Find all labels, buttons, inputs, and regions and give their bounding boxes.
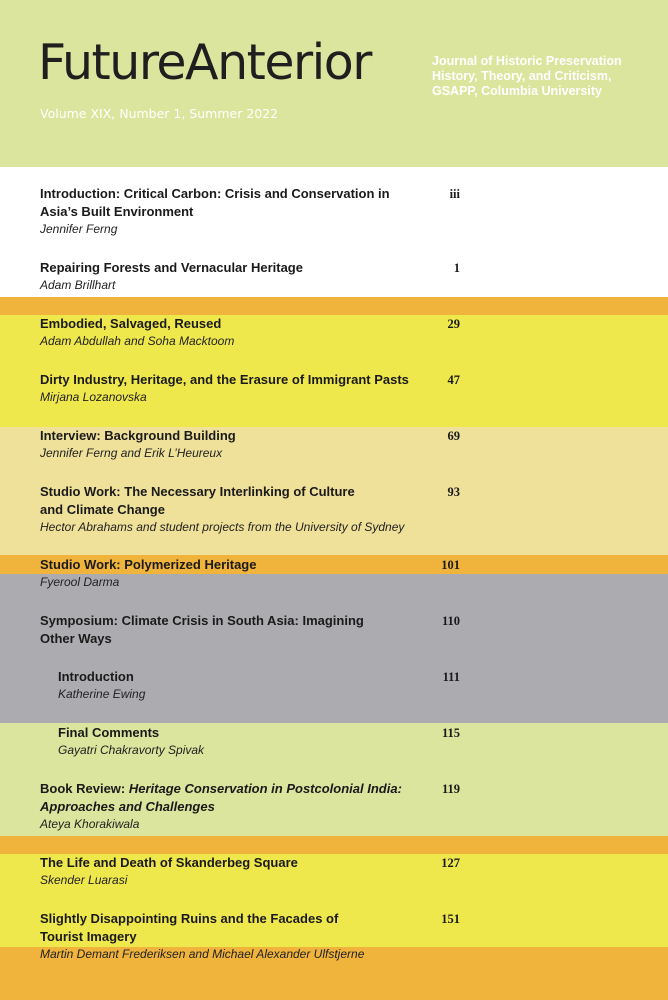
entry-title: The Life and Death of Skanderbeg Square [40, 855, 298, 870]
entry-page: 29 [447, 317, 460, 331]
book-title: Heritage Conservation in Postcolonial India: Approaches and Challenges [40, 781, 402, 814]
toc-entry[interactable] [40, 483, 460, 536]
entry-page: 1 [453, 261, 460, 275]
entry-page: 119 [441, 782, 460, 796]
toc-entry-symposium[interactable] [40, 612, 460, 648]
entry-title: Symposium: Climate Crisis in South Asia: Imagining Other Ways [40, 613, 364, 646]
entry-author: Martin Demant Frederiksen and Michael Alexander Ulfstjerne [40, 947, 365, 961]
journal-line-2: History, Theory, and Criticism, [432, 69, 612, 83]
journal-description [432, 54, 662, 99]
entry-page: 127 [441, 856, 460, 870]
entry-author: Skender Luarasi [40, 873, 128, 887]
toc-entry[interactable] [40, 185, 460, 238]
entry-title: Slightly Disappointing Ruins and the Facades of Tourist Imagery [40, 911, 339, 944]
entry-title: Dirty Industry, Heritage, and the Erasure of Immigrant Pasts [40, 372, 409, 387]
entry-title: Studio Work: Polymerized Heritage [40, 557, 257, 572]
entry-page: 110 [441, 614, 460, 628]
toc-entry[interactable] [40, 556, 460, 591]
entry-page: 111 [442, 670, 460, 684]
entry-title: Introduction [58, 669, 134, 684]
journal-line-3: GSAPP, Columbia University [432, 84, 602, 98]
entry-title-prefix: Book Review: [40, 781, 129, 796]
entry-author: Ateya Khorakiwala [40, 817, 140, 831]
entry-author: Jennifer Ferng [40, 222, 118, 236]
journal-line-1: Journal of Historic Preservation [432, 54, 622, 68]
entry-author: Hector Abrahams and student projects from the University of Sydney [40, 520, 405, 534]
toc-entry[interactable] [40, 427, 460, 462]
entry-author: Adam Abdullah and Soha Macktoom [40, 334, 235, 348]
entry-title: Embodied, Salvaged, Reused [40, 316, 222, 331]
toc-entry[interactable] [40, 315, 460, 350]
entry-title: Interview: Background Building [40, 428, 236, 443]
entry-title: Introduction: Critical Carbon: Crisis and Conservation in Asia’s Built Environment [40, 186, 390, 219]
toc-subentry[interactable] [58, 668, 460, 703]
toc-entry[interactable] [40, 854, 460, 889]
entry-title: Repairing Forests and Vernacular Heritage [40, 260, 303, 275]
entry-page: 151 [441, 912, 460, 926]
entry-title [40, 780, 420, 816]
entry-author: Mirjana Lozanovska [40, 390, 147, 404]
toc-entry[interactable] [40, 910, 460, 963]
journal-title: FutureAnterior [38, 34, 371, 91]
entry-author: Fyerool Darma [40, 575, 120, 589]
entry-author: Jennifer Ferng and Erik L’Heureux [40, 446, 223, 460]
entry-title: Studio Work: The Necessary Interlinking of Culture and Climate Change [40, 484, 355, 517]
entry-page: iii [449, 187, 460, 201]
toc-subentry[interactable] [58, 724, 460, 759]
entry-title: Final Comments [58, 725, 160, 740]
entry-page: 47 [447, 373, 460, 387]
entry-author: Gayatri Chakravorty Spivak [58, 743, 205, 757]
toc-entry[interactable] [40, 259, 460, 294]
entry-page: 115 [441, 726, 460, 740]
orange-band-1 [0, 297, 668, 315]
toc-entry[interactable] [40, 371, 460, 406]
entry-author: Katherine Ewing [58, 687, 146, 701]
orange-band-3 [0, 836, 668, 854]
volume-info: Volume XIX, Number 1, Summer 2022 [40, 106, 279, 121]
entry-page: 101 [441, 558, 460, 572]
entry-page: 93 [447, 485, 460, 499]
entry-page: 69 [447, 429, 460, 443]
toc-entry-book-review[interactable] [40, 780, 460, 833]
entry-author: Adam Brillhart [40, 278, 116, 292]
